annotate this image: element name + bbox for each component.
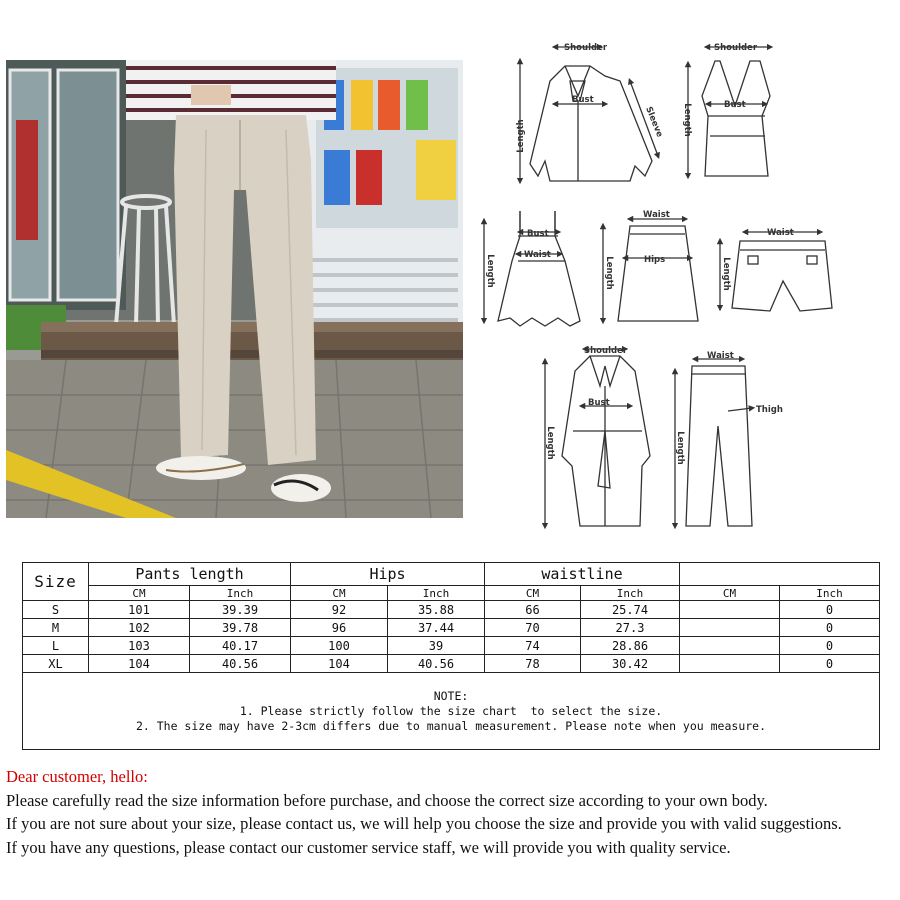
table-cell: 39	[388, 637, 485, 655]
table-cell	[680, 637, 780, 655]
table-cell	[680, 619, 780, 637]
table-cell: 100	[291, 637, 388, 655]
table-cell: 37.44	[388, 619, 485, 637]
label-bust-dress: Bust	[527, 229, 549, 239]
table-cell: 104	[291, 655, 388, 673]
table-cell: 35.88	[388, 601, 485, 619]
unit-header: Inch	[388, 586, 485, 601]
unit-header: Inch	[780, 586, 880, 601]
table-cell: 101	[89, 601, 190, 619]
table-row	[23, 619, 880, 637]
table-cell: 74	[485, 637, 581, 655]
label-length-blouse: Length	[516, 119, 526, 153]
label-bust-tank: Bust	[724, 100, 746, 110]
size-note	[23, 673, 880, 750]
unit-header: Inch	[190, 586, 291, 601]
note-line-2: 2. The size may have 2-3cm differs due to manual measurement. Please note when you measure.	[135, 718, 767, 733]
table-row	[23, 655, 880, 673]
unit-header: CM	[485, 586, 581, 601]
label-shoulder-tank: Shoulder	[714, 43, 758, 53]
label-bust-blouse: Bust	[572, 95, 594, 105]
message-line-1: Please carefully read the size information before purchase, and choose the correct size according to your own body.	[6, 790, 768, 810]
table-cell: 103	[89, 637, 190, 655]
label-waist-dress: Waist	[524, 250, 551, 260]
table-row	[23, 637, 880, 655]
message-line-2: If you are not sure about your size, please contact us, we will help you choose the size and provide you with valid suggestions.	[6, 814, 842, 833]
size-cell: XL	[23, 655, 89, 673]
table-cell	[680, 601, 780, 619]
table-cell: 28.86	[581, 637, 680, 655]
unit-header: CM	[291, 586, 388, 601]
label-waist-skirt: Waist	[643, 210, 670, 220]
table-cell: 25.74	[581, 601, 680, 619]
header-row-units	[23, 586, 880, 601]
message-greeting: Dear customer, hello:	[6, 767, 148, 786]
table-cell: 0	[780, 601, 880, 619]
table-cell: 30.42	[581, 655, 680, 673]
note-line-1: 1. Please strictly follow the size chart to select the size.	[239, 703, 663, 718]
label-waist-pants: Waist	[707, 351, 734, 361]
label-length-shorts: Length	[721, 257, 731, 291]
message-line-3: If you have any questions, please contact our customer service staff, we will provide you with quality service.	[6, 837, 731, 857]
group-header-waistline: waistline	[485, 563, 680, 586]
size-header: Size	[23, 563, 89, 601]
table-cell: 104	[89, 655, 190, 673]
table-cell: 40.17	[190, 637, 291, 655]
diagram-canvas	[470, 36, 890, 536]
label-thigh: Thigh	[756, 405, 783, 415]
label-length-pants: Length	[675, 431, 685, 465]
unit-header: CM	[680, 586, 780, 601]
product-photo	[6, 60, 463, 518]
unit-header: CM	[89, 586, 190, 601]
label-length-tank: Length	[682, 103, 692, 137]
measurement-diagrams	[470, 36, 890, 536]
table-cell: 0	[780, 637, 880, 655]
table-cell: 39.39	[190, 601, 291, 619]
header-row-groups	[23, 563, 880, 586]
table-cell: 39.78	[190, 619, 291, 637]
note-title: NOTE:	[433, 688, 469, 703]
table-cell: 78	[485, 655, 581, 673]
table-cell: 70	[485, 619, 581, 637]
tank-diagram	[688, 47, 770, 176]
label-hips-skirt: Hips	[644, 255, 666, 265]
table-cell: 66	[485, 601, 581, 619]
size-cell: S	[23, 601, 89, 619]
customer-message	[6, 765, 896, 859]
skirt-diagram	[603, 219, 698, 321]
coat-diagram	[545, 349, 650, 526]
unit-header: Inch	[581, 586, 680, 601]
blouse-diagram	[520, 47, 658, 181]
label-sleeve: Sleeve	[643, 105, 665, 139]
pants-diagram	[675, 359, 752, 526]
table-cell: 92	[291, 601, 388, 619]
table-cell: 0	[780, 619, 880, 637]
label-length-dress: Length	[485, 254, 495, 288]
group-header-hips: Hips	[291, 563, 485, 586]
table-cell: 40.56	[388, 655, 485, 673]
label-length-skirt: Length	[604, 256, 614, 290]
table-row	[23, 601, 880, 619]
size-cell: L	[23, 637, 89, 655]
label-length-coat: Length	[545, 426, 555, 460]
group-header-pants-length: Pants length	[89, 563, 291, 586]
size-cell: M	[23, 619, 89, 637]
group-header-empty	[680, 563, 880, 586]
size-table	[22, 562, 880, 750]
note-row	[23, 673, 880, 750]
table-cell: 96	[291, 619, 388, 637]
table-cell: 0	[780, 655, 880, 673]
table-cell: 27.3	[581, 619, 680, 637]
label-shoulder-blouse: Shoulder	[564, 43, 608, 53]
label-waist-shorts: Waist	[767, 228, 794, 238]
table-cell: 102	[89, 619, 190, 637]
table-cell: 40.56	[190, 655, 291, 673]
label-bust-coat: Bust	[588, 398, 610, 408]
table-cell	[680, 655, 780, 673]
product-photo-drawing	[6, 60, 463, 518]
label-shoulder-coat: Shoulder	[584, 346, 628, 356]
shorts-diagram	[720, 232, 832, 311]
